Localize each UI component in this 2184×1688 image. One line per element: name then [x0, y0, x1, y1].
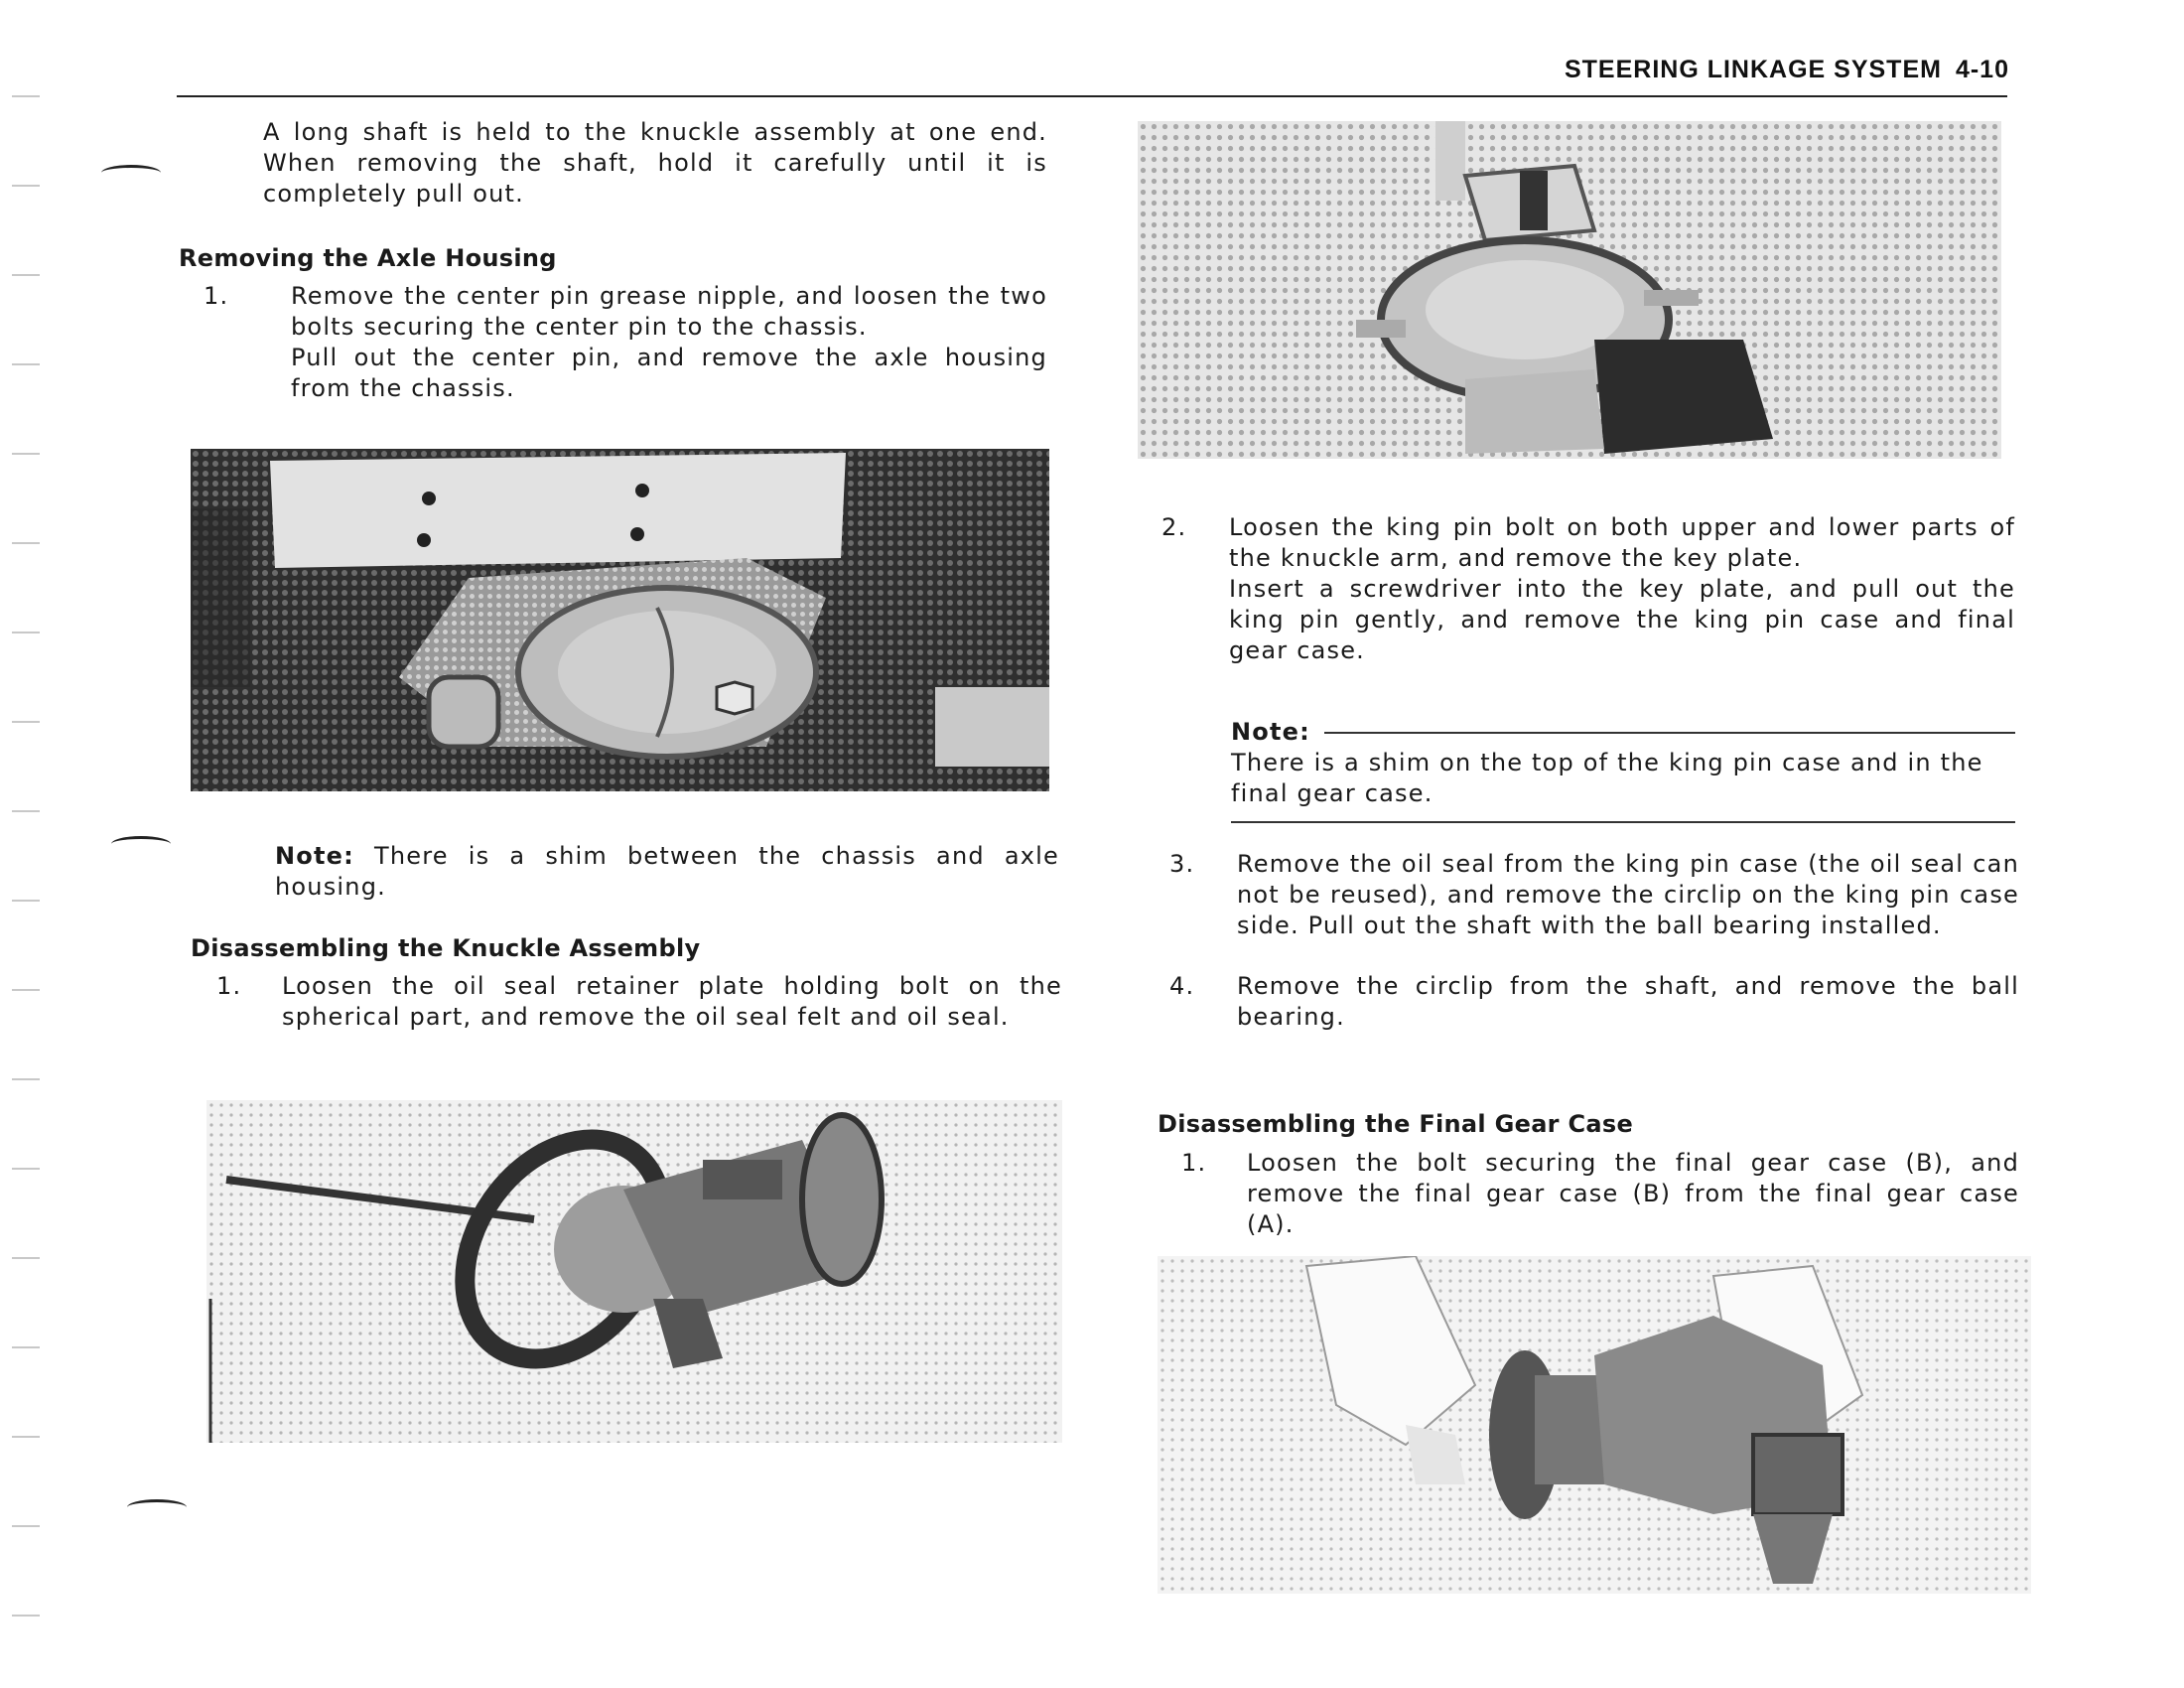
step-number: 2.	[1161, 513, 1187, 541]
note-text: There is a shim between the chassis and axle housing.	[275, 842, 1059, 901]
step-text: Remove the circlip from the shaft, and remove the ball bearing.	[1237, 972, 2019, 1031]
final-gear-case-heading: Disassembling the Final Gear Case	[1158, 1110, 1634, 1138]
final-gear-case-photo	[1158, 1256, 2031, 1594]
step-text: Loosen the bolt securing the final gear case (B), and remove the final gear case (B) from the final gear case (A).	[1247, 1149, 2019, 1238]
binding-curl-mark	[101, 165, 161, 181]
running-head	[1565, 56, 2009, 84]
step-number: 1.	[216, 972, 242, 1000]
axle-housing-note	[275, 841, 1059, 903]
binding-curl-mark	[111, 836, 171, 852]
section-title: STEERING LINKAGE SYSTEM	[1564, 56, 1942, 83]
note-label: Note:	[1231, 718, 1310, 746]
note-bottom-rule	[1231, 821, 2015, 823]
step-text: Loosen the oil seal retainer plate holding bolt on the spherical part, and remove the oil seal felt and oil seal.	[282, 972, 1062, 1031]
step-number: 3.	[1169, 850, 1195, 878]
king-pin-case-photo	[1138, 121, 2001, 459]
binding-margin	[12, 70, 42, 1658]
step-text: Remove the oil seal from the king pin case (the oil seal can not be reused), and remove the circlip on the king pin case side. Pull out the shaft with the ball bearing installed.	[1237, 850, 2019, 939]
axle-housing-photo	[191, 449, 1049, 791]
king-pin-note	[1231, 717, 2015, 823]
note-rule	[1324, 732, 2015, 734]
step-text: Pull out the center pin, and remove the axle housing from the chassis.	[291, 344, 1047, 402]
note-label: Note:	[275, 842, 354, 870]
intro-paragraph: A long shaft is held to the knuckle assembly at one end. When removing the shaft, hold it carefully until it is completely pull out.	[263, 118, 1047, 208]
page-number: 4-10	[1955, 56, 2009, 83]
header-rule	[177, 95, 2007, 97]
step-text: Remove the center pin grease nipple, and loosen the two bolts securing the center pin to the chassis.	[291, 282, 1047, 341]
knuckle-assembly-photo	[206, 1100, 1062, 1443]
axle-housing-heading: Removing the Axle Housing	[179, 244, 557, 272]
binding-curl-mark	[127, 1499, 187, 1515]
step-number: 1.	[1181, 1149, 1207, 1177]
step-text: Loosen the king pin bolt on both upper and lower parts of the knuckle arm, and remove the key plate.	[1229, 513, 2015, 572]
step-number: 4.	[1169, 972, 1195, 1000]
step-number: 1.	[204, 282, 229, 310]
step-text: Insert a screwdriver into the key plate, and pull out the king pin gently, and remove the king pin case and final gear case.	[1229, 575, 2015, 664]
knuckle-assembly-heading: Disassembling the Knuckle Assembly	[191, 934, 701, 962]
note-text: There is a shim on the top of the king pin case and in the final gear case.	[1231, 749, 1983, 807]
